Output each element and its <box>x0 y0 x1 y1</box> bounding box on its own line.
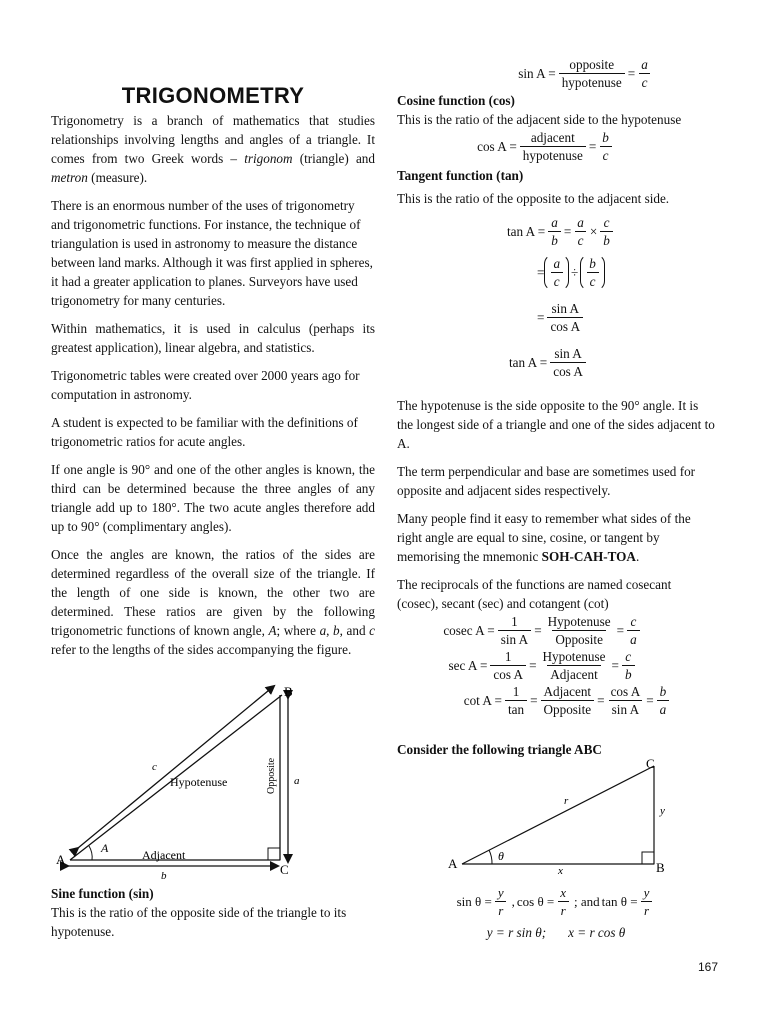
tan-equation-4: tan A = $\frac{\text{sin A}}{\text{cos A}}$ <box>509 345 589 380</box>
tan-text: This is the ratio of the opposite to the adjacent side. <box>397 191 670 206</box>
side-c-label: c <box>152 761 157 773</box>
sec-equation: sec A = $\frac{1}{\text{cos A}}$ = $\frac{\text{Hypotenuse}}{\text{Adjacent}}$ = $\frac{c}{b}$ <box>371 648 715 683</box>
tan-equation-1: tan A = $\frac{a}{b}$ = $\frac{a}{c}$ × $\frac{c}{b}$ <box>507 214 616 249</box>
cos-equation: cos A = $\frac{\text{adjacent}}{\text{hypotenuse}}$ = $\frac{b}{c}$ <box>377 129 715 164</box>
uses-paragraph: There is an enormous number of the uses of trigonometry and trigonometric functions. For instance, the technique of triangulation is used in astronomy to measure the distance between land marks. Although it was first applied in spheres, it had a greater application to planes. Surveyors have used trigonometry for many centuries. <box>51 198 373 308</box>
vertex-b-label: B <box>284 684 293 699</box>
angle-theta-label: θ <box>498 849 504 863</box>
cot-equation: cot A = $\frac{1}{\tan}$ = $\frac{\text{Adjacent}}{\text{Opposite}}$ = $\frac{\text{cos A}}{\text{sin A}}$ = $\frac{b}{a}$ <box>421 683 715 718</box>
triangle-abc-figure <box>440 754 680 878</box>
tan-derivation <box>397 214 715 390</box>
vertex-b-label-2: B <box>656 860 665 875</box>
mathematics-paragraph: Within mathematics, it is used in calculus (perhaps its greatest application), linear algebra, and statistics. <box>51 321 375 355</box>
side-x-label: x <box>558 865 563 877</box>
hypotenuse-arrow <box>78 686 274 848</box>
right-column <box>397 56 715 759</box>
tan-heading: Tangent function (tan) <box>397 168 524 183</box>
vertex-a-label-2: A <box>448 856 458 871</box>
page-title: TRIGONOMETRY <box>121 83 305 108</box>
ratio-section <box>397 884 715 942</box>
angle-arc <box>89 846 92 860</box>
tan-equation-3: = $\frac{\text{sin A}}{\text{cos A}}$ <box>537 300 586 335</box>
tables-paragraph: Trigonometric tables were created over 2000 years ago for computation in astronomy. <box>51 368 360 402</box>
student-paragraph: A student is expected to be familiar with the definitions of trigonometric ratios for acute angles. <box>51 415 358 449</box>
right-angle-mark-2 <box>642 852 654 864</box>
angle-a-label: A <box>101 841 109 855</box>
reciprocal-text: The reciprocals of the functions are named cosecant (cosec), secant (sec) and cotangent (cot) <box>397 577 672 611</box>
sine-text: This is the ratio of the opposite side of the triangle to its hypotenuse. <box>51 905 347 939</box>
hypotenuse-label: Hypotenuse <box>170 775 228 789</box>
ratio-equation: sin θ = $\frac{y}{r}$ , cos θ = $\frac{x}{r}$ ; and tan θ = $\frac{y}{r}$ <box>397 884 715 919</box>
ratios-paragraph: Once the angles are known, the ratios of the sides are determined regardless of the overall size of the triangle. If the length of one side is known, the other two are determined. These ratios are given by the following trigonometric functions of known angle, A; where a, b, and c refer to the lengths of the sides accompanying the figure. <box>51 547 375 657</box>
vertex-a-label: A <box>56 852 66 867</box>
term-text: The term perpendicular and base are sometimes used for opposite and adjacent sides respectively. <box>397 464 696 498</box>
sine-heading: Sine function (sin) <box>51 886 154 901</box>
adjacent-label: Adjacent <box>142 848 186 862</box>
consider-heading: Consider the following triangle ABC <box>397 742 602 757</box>
page-number: 167 <box>698 960 719 974</box>
side-y-label: y <box>660 805 665 817</box>
sin-equation: sin A = $\frac{\text{opposite}}{\text{hypotenuse}}$ = $\frac{a}{c}$ <box>457 56 715 91</box>
opposite-label: Opposite <box>266 757 277 794</box>
cos-text: This is the ratio of the adjacent side to the hypotenuse <box>397 112 682 127</box>
side-b-label: b <box>161 870 167 882</box>
sine-section <box>51 884 375 950</box>
angles-paragraph: If one angle is 90° and one of the other angles is known, the third can be determined because the three angles of any triangle add up to 180°. The two acute angles therefore add up to 90° (complimentary angles). <box>51 462 375 534</box>
right-triangle-figure <box>48 680 308 884</box>
right-angle-mark <box>268 848 280 860</box>
intro-paragraph: Trigonometry is a branch of mathematics that studies relationships involving lengths and angles of a triangle. It comes from two Greek words – trigonom (triangle) and metron (measure). <box>51 113 375 185</box>
cosec-equation: cosec A = $\frac{1}{\text{sin A}}$ = $\frac{\text{Hypotenuse}}{\text{Opposite}}$ = $\frac{c}{a}$ <box>371 613 715 648</box>
hypotenuse-text: The hypotenuse is the side opposite to the 90° angle. It is the longest side of a triangle and one of the sides adjacent to A. <box>397 398 715 451</box>
cos-heading: Cosine function (cos) <box>397 93 515 108</box>
mnemonic: SOH-CAH-TOA <box>541 549 636 564</box>
tan-equation-2: = $\frac{a}{c}$ ÷ $\frac{b}{c}$ <box>537 254 605 291</box>
side-r-label: r <box>564 795 569 807</box>
side-r-line <box>462 766 654 864</box>
angle-theta-arc <box>489 850 492 864</box>
vertex-c-label: C <box>280 862 289 877</box>
side-a-label: a <box>294 775 300 787</box>
final-equation: y = r sin θ; x = r cos θ <box>486 925 626 940</box>
vertex-c-label-2: C <box>646 756 655 771</box>
mnemonic-text: Many people find it easy to remember what sides of the right angle are equal to sine, cosine, or tangent by memorising the mnemonic SOH-CAH-TOA. <box>397 511 691 564</box>
left-column <box>51 83 375 668</box>
